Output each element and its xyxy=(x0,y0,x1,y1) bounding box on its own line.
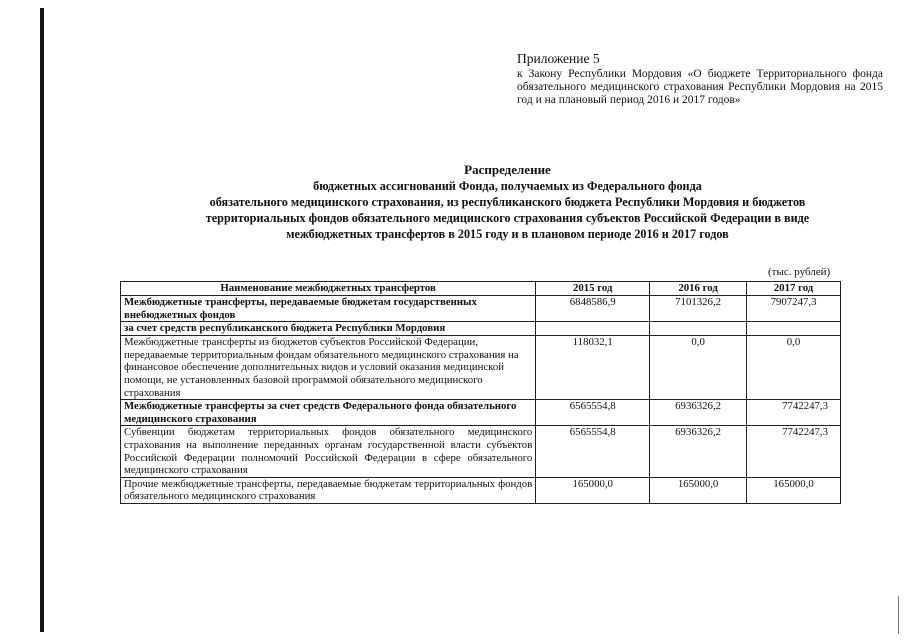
value-2017: 7742247,3 xyxy=(747,400,841,426)
header-transfer-name: Наименование межбюджетных трансфертов xyxy=(121,282,536,296)
value-2016: 6936326,2 xyxy=(650,400,747,426)
table-row xyxy=(121,477,841,503)
empty-cell xyxy=(747,322,841,336)
value-2017: 7742247,3 xyxy=(747,426,841,477)
table-row xyxy=(121,336,841,400)
title-line-3: обязательного медицинского страхования, из республиканского бюджета Республики Мордовия и бюджетов xyxy=(209,195,806,209)
row-name: Межбюджетные трансферты из бюджетов субъектов Российской Федерации, передаваемые территориальным фондам обязательного медицинского страхования на финансовое обеспечение дополнительных видов и условий оказания медицинской помощи, не установленных базовой программой обязательного медицинского страхования xyxy=(121,336,536,400)
value-2015: 6565554,8 xyxy=(536,426,650,477)
header-year-2017: 2017 год xyxy=(747,282,841,296)
value-2015: 118032,1 xyxy=(536,336,650,400)
title-line-1: Распределение xyxy=(464,162,551,177)
header-year-2015: 2015 год xyxy=(536,282,650,296)
title-line-5: межбюджетных трансфертов в 2015 году и в плановом периоде 2016 и 2017 годов xyxy=(286,227,729,241)
value-2015: 6565554,8 xyxy=(536,400,650,426)
value-2016: 0,0 xyxy=(650,336,747,400)
value-2017: 7907247,3 xyxy=(747,296,841,322)
transfers-table xyxy=(120,281,841,504)
document-title xyxy=(120,162,895,242)
row-name: Межбюджетные трансферты, передаваемые бюджетам государственных внебюджетных фондов xyxy=(121,296,536,322)
value-2016: 165000,0 xyxy=(650,477,747,503)
value-2017: 165000,0 xyxy=(747,477,841,503)
table-row xyxy=(121,400,841,426)
table-row xyxy=(121,426,841,477)
value-2017: 0,0 xyxy=(747,336,841,400)
table-header-row xyxy=(121,282,841,296)
row-name: Субвенции бюджетам территориальных фондов обязательного медицинского страхования на выполнение переданных органам государственной власти субъектов Российской Федерации полномочий Российской Федерации в сфере обязательного медицинского страхования xyxy=(121,426,536,477)
table-row xyxy=(121,322,841,336)
appendix-header xyxy=(517,52,883,107)
scan-margin-mark xyxy=(898,596,899,634)
value-2016: 7101326,2 xyxy=(650,296,747,322)
scan-edge-shadow xyxy=(40,8,44,632)
row-name: Прочие межбюджетные трансферты, передаваемые бюджетам территориальных фондов обязательного медицинского страхования xyxy=(121,477,536,503)
value-2015: 165000,0 xyxy=(536,477,650,503)
table-row xyxy=(121,296,841,322)
title-line-2: бюджетных ассигнований Фонда, получаемых из Федерального фонда xyxy=(313,179,702,193)
title-line-4: территориальных фондов обязательного медицинского страхования субъектов Российской Федерации в виде xyxy=(205,211,810,225)
empty-cell xyxy=(536,322,650,336)
row-name: за счет средств республиканского бюджета Республики Мордовия xyxy=(121,322,536,336)
value-2016: 6936326,2 xyxy=(650,426,747,477)
row-name: Межбюджетные трансферты за счет средств Федерального фонда обязательного медицинского страхования xyxy=(121,400,536,426)
empty-cell xyxy=(650,322,747,336)
units-note: (тыс. рублей) xyxy=(768,266,831,278)
appendix-number: Приложение 5 xyxy=(517,51,600,66)
header-year-2016: 2016 год xyxy=(650,282,747,296)
value-2015: 6848586,9 xyxy=(536,296,650,322)
appendix-basis: к Закону Республики Мордовия «О бюджете Территориального фонда обязательного медицинского страхования Республики Мордовия на 2015 год и на плановый период 2016 и 2017 годов» xyxy=(517,68,883,106)
